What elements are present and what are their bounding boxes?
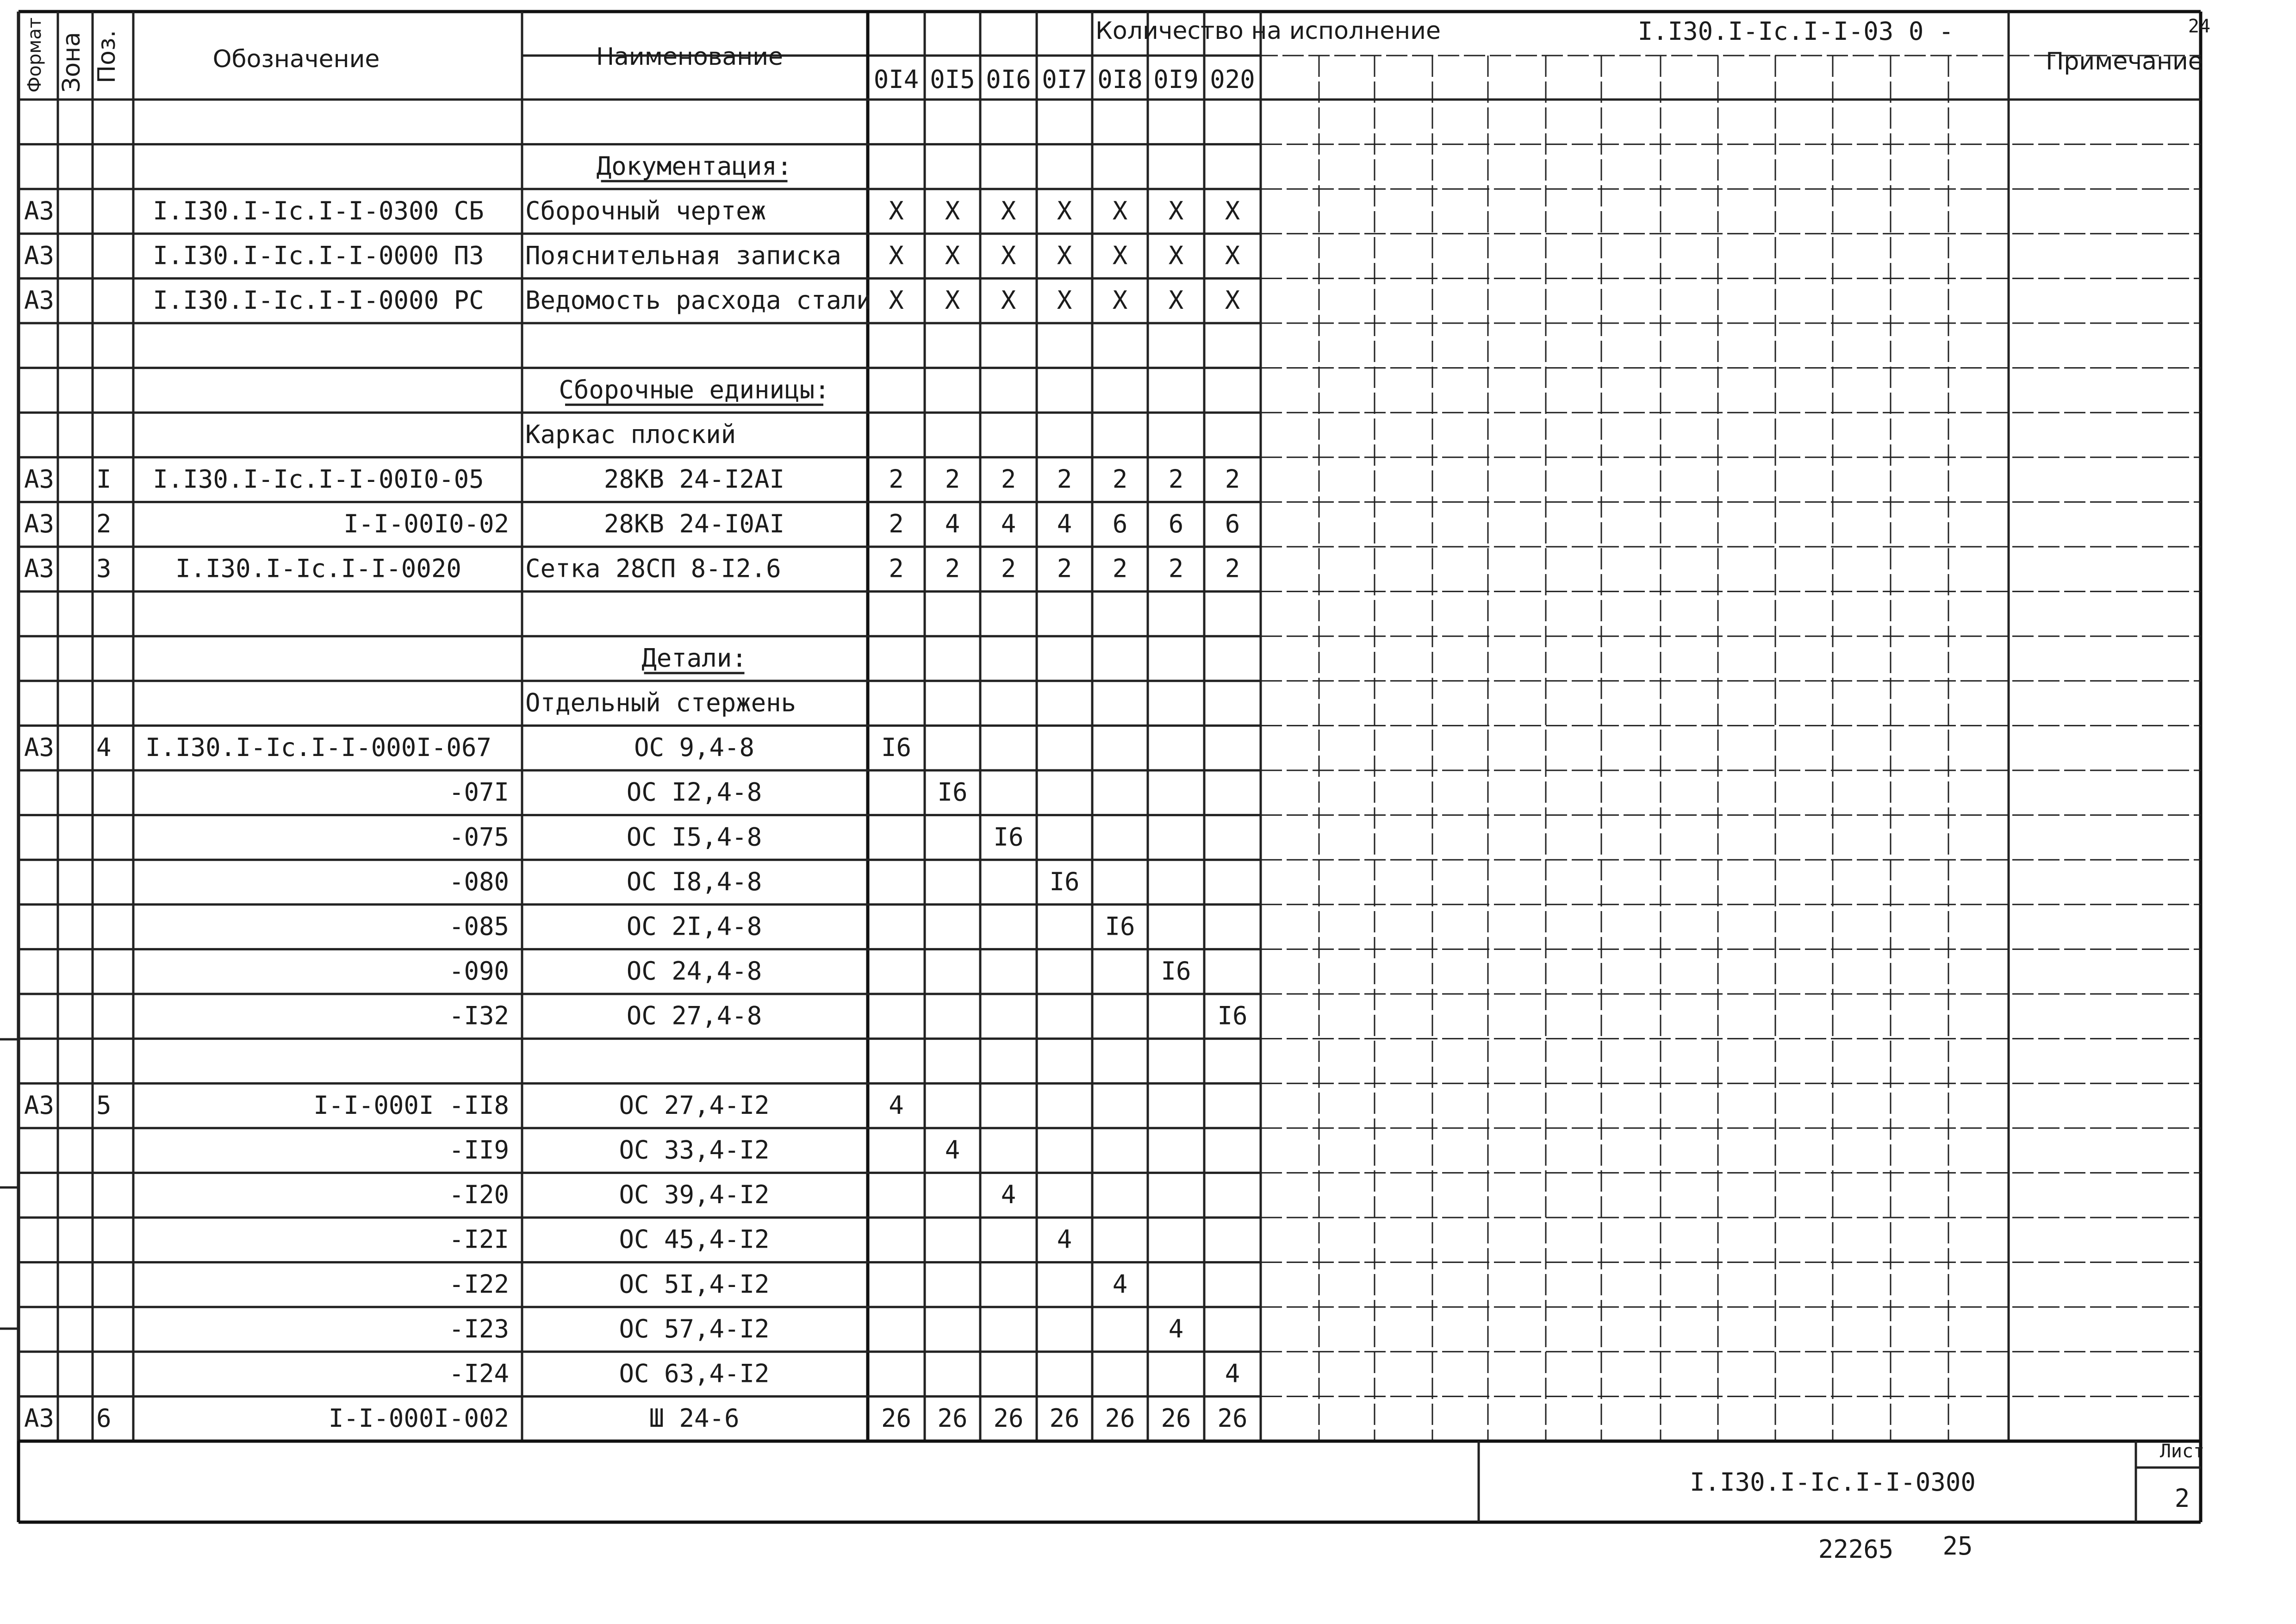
quantity-cell: 2 xyxy=(1057,554,1072,583)
quantity-cell: X xyxy=(889,196,904,225)
pos-cell: 3 xyxy=(96,554,112,583)
name-cell: 28КВ 24-I2AI xyxy=(604,464,785,494)
table-grid xyxy=(0,12,2201,1522)
format-cell: A3 xyxy=(24,196,55,225)
name-cell: ОС 24,4-8 xyxy=(626,956,762,986)
quantity-cell: 2 xyxy=(1168,554,1184,583)
name-cell: ОС 45,4-I2 xyxy=(619,1224,770,1254)
quantity-cell: 4 xyxy=(1057,509,1072,539)
designation-cell: -I20 xyxy=(448,1180,509,1210)
quantity-cell: X xyxy=(1112,241,1128,270)
variant-headers xyxy=(874,65,1255,94)
quantity-cell: X xyxy=(1225,241,1240,270)
footer-doc-code: I.I30.I-Ic.I-I-0300 xyxy=(1690,1468,1976,1497)
quantity-cell: 2 xyxy=(945,464,960,494)
designation-cell: -07I xyxy=(448,777,509,807)
section-heading: Документация: xyxy=(596,151,792,181)
quantity-cell: I6 xyxy=(1049,867,1080,896)
pos-cell: 4 xyxy=(96,733,112,762)
name-cell: 28КВ 24-I0AI xyxy=(604,509,785,539)
name-cell: ОС 27,4-8 xyxy=(626,1001,762,1031)
footer-sheet-number: 2 xyxy=(2174,1484,2190,1513)
quantity-cell: 4 xyxy=(1001,1180,1016,1210)
quantity-cell: 2 xyxy=(1168,464,1184,494)
quantity-cell: X xyxy=(1057,196,1072,225)
quantity-cell: X xyxy=(945,286,960,315)
quantity-cell: 2 xyxy=(1225,464,1240,494)
name-cell: ОС 2I,4-8 xyxy=(626,912,762,941)
designation-cell: -I32 xyxy=(448,1001,509,1031)
variant-header: 0I7 xyxy=(1042,65,1087,94)
format-cell: A3 xyxy=(24,554,55,583)
header-zone: Зона xyxy=(58,31,86,93)
quantity-cell: 4 xyxy=(1225,1359,1240,1388)
quantity-cell: 2 xyxy=(889,554,904,583)
quantity-cell: I6 xyxy=(993,822,1024,852)
pos-cell: 6 xyxy=(96,1404,112,1433)
quantity-cell: X xyxy=(945,196,960,225)
quantity-cell: 26 xyxy=(1049,1404,1080,1433)
designation-cell: -I23 xyxy=(448,1314,509,1343)
variant-header: 0I9 xyxy=(1153,65,1199,94)
quantity-cell: 26 xyxy=(1217,1404,1248,1433)
quantity-cell: X xyxy=(1001,196,1016,225)
quantity-cell: X xyxy=(1168,241,1184,270)
quantity-cell: 2 xyxy=(1001,554,1016,583)
quantity-cell: X xyxy=(1057,286,1072,315)
quantity-cell: X xyxy=(1001,241,1016,270)
designation-cell: I.I30.I-Ic.I-I-0000 РС xyxy=(153,286,484,315)
quantity-cell: 6 xyxy=(1225,509,1240,539)
header-name: Наименование xyxy=(596,43,784,71)
page-number: 25 xyxy=(1942,1531,1973,1561)
name-cell: ОС 57,4-I2 xyxy=(619,1314,770,1343)
quantity-cell: 2 xyxy=(945,554,960,583)
quantity-cell: X xyxy=(1057,241,1072,270)
designation-cell: I-I-000I-002 xyxy=(328,1404,509,1433)
quantity-cell: 2 xyxy=(1225,554,1240,583)
table-cells xyxy=(24,151,1248,1433)
quantity-cell: 26 xyxy=(881,1404,912,1433)
designation-cell: -I24 xyxy=(448,1359,509,1388)
name-cell: Ведомость расхода стали xyxy=(525,286,871,315)
name-cell: ОС 5I,4-I2 xyxy=(619,1269,770,1299)
variant-header: 020 xyxy=(1210,65,1255,94)
quantity-cell: 26 xyxy=(993,1404,1024,1433)
quantity-cell: 26 xyxy=(1105,1404,1135,1433)
designation-cell: I.I30.I-Ic.I-I-00I0-05 xyxy=(153,464,484,494)
header-designation: Обозначение xyxy=(212,45,380,73)
pos-cell: 5 xyxy=(96,1090,112,1120)
quantity-cell: 4 xyxy=(1001,509,1016,539)
quantity-cell: X xyxy=(1112,196,1128,225)
quantity-cell: 26 xyxy=(937,1404,968,1433)
quantity-cell: I6 xyxy=(1105,912,1135,941)
name-cell: Ш 24-6 xyxy=(649,1404,740,1433)
designation-cell: I.I30.I-Ic.I-I-0000 ПЗ xyxy=(153,241,484,270)
quantity-cell: 4 xyxy=(1112,1269,1128,1299)
name-cell: ОС I8,4-8 xyxy=(626,867,762,896)
quantity-cell: 2 xyxy=(1112,554,1128,583)
format-cell: A3 xyxy=(24,464,55,494)
quantity-cell: 6 xyxy=(1112,509,1128,539)
format-cell: A3 xyxy=(24,509,55,539)
quantity-cell: X xyxy=(889,286,904,315)
name-cell: ОС 39,4-I2 xyxy=(619,1180,770,1210)
designation-cell: -I22 xyxy=(448,1269,509,1299)
quantity-cell: I6 xyxy=(1161,956,1191,986)
quantity-cell: 2 xyxy=(1112,464,1128,494)
header-pos: Поз. xyxy=(93,30,121,83)
header-note: Примечание xyxy=(2046,48,2203,75)
format-cell: A3 xyxy=(24,733,55,762)
corner-number: 24 xyxy=(2188,16,2211,37)
designation-cell: -I2I xyxy=(448,1224,509,1254)
designation-cell: I.I30.I-Ic.I-I-0020 xyxy=(175,554,461,583)
variant-header: 0I6 xyxy=(986,65,1031,94)
designation-cell: I.I30.I-Ic.I-I-000I-067 xyxy=(145,733,492,762)
variant-header: 0I4 xyxy=(873,65,919,94)
quantity-cell: I6 xyxy=(1217,1001,1248,1031)
quantity-cell: X xyxy=(945,241,960,270)
designation-cell: I-I-00I0-02 xyxy=(343,509,509,539)
quantity-cell: X xyxy=(889,241,904,270)
quantity-cell: 4 xyxy=(889,1090,904,1120)
archive-number: 22265 xyxy=(1818,1535,1894,1564)
quantity-cell: I6 xyxy=(937,777,968,807)
quantity-cell: 4 xyxy=(945,1135,960,1165)
name-cell: ОС 27,4-I2 xyxy=(619,1090,770,1120)
name-cell: Сетка 28СП 8-I2.6 xyxy=(525,554,781,583)
quantity-cell: X xyxy=(1168,286,1184,315)
quantity-cell: X xyxy=(1112,286,1128,315)
subheading: Каркас плоский xyxy=(525,419,736,449)
quantity-cell: X xyxy=(1168,196,1184,225)
pos-cell: 2 xyxy=(96,509,112,539)
variant-header: 0I5 xyxy=(930,65,975,94)
designation-cell: I-I-000I -II8 xyxy=(313,1090,509,1120)
pos-cell: I xyxy=(96,464,112,494)
quantity-cell: X xyxy=(1225,286,1240,315)
designation-cell: -075 xyxy=(448,822,509,852)
subheading: Отдельный стержень xyxy=(525,688,796,718)
designation-cell: -085 xyxy=(448,912,509,941)
designation-cell: -II9 xyxy=(448,1135,509,1165)
quantity-cell: 26 xyxy=(1161,1404,1191,1433)
quantity-cell: 4 xyxy=(945,509,960,539)
format-cell: A3 xyxy=(24,1090,55,1120)
name-cell: ОС 33,4-I2 xyxy=(619,1135,770,1165)
section-heading: Детали: xyxy=(641,643,747,673)
header-quantity: Количество на исполнение xyxy=(1095,17,1441,45)
quantity-cell: 2 xyxy=(1001,464,1016,494)
quantity-cell: I6 xyxy=(881,733,912,762)
name-cell: Пояснительная записка xyxy=(525,241,841,270)
format-cell: A3 xyxy=(24,1404,55,1433)
quantity-cell: 2 xyxy=(889,464,904,494)
footer-sheet-label: Лист xyxy=(2159,1441,2205,1462)
name-cell: ОС I5,4-8 xyxy=(626,822,762,852)
quantity-cell: 4 xyxy=(1168,1314,1184,1343)
header-format: Формат xyxy=(24,17,45,93)
designation-cell: -090 xyxy=(448,956,509,986)
name-cell: ОС 9,4-8 xyxy=(634,733,755,762)
quantity-cell: 4 xyxy=(1057,1224,1072,1254)
quantity-cell: X xyxy=(1225,196,1240,225)
name-cell: ОС 63,4-I2 xyxy=(619,1359,770,1388)
designation-cell: -080 xyxy=(448,867,509,896)
quantity-cell: X xyxy=(1001,286,1016,315)
header-doc-code: I.I30.I-Ic.I-I-03 0 - xyxy=(1637,17,1954,46)
format-cell: A3 xyxy=(24,241,55,270)
quantity-cell: 2 xyxy=(889,509,904,539)
format-cell: A3 xyxy=(24,286,55,315)
designation-cell: I.I30.I-Ic.I-I-0300 СБ xyxy=(153,196,484,225)
quantity-cell: 6 xyxy=(1168,509,1184,539)
quantity-cell: 2 xyxy=(1057,464,1072,494)
section-heading: Сборочные единицы: xyxy=(559,375,830,405)
name-cell: ОС I2,4-8 xyxy=(626,777,762,807)
name-cell: Сборочный чертеж xyxy=(525,196,766,225)
variant-header: 0I8 xyxy=(1097,65,1143,94)
